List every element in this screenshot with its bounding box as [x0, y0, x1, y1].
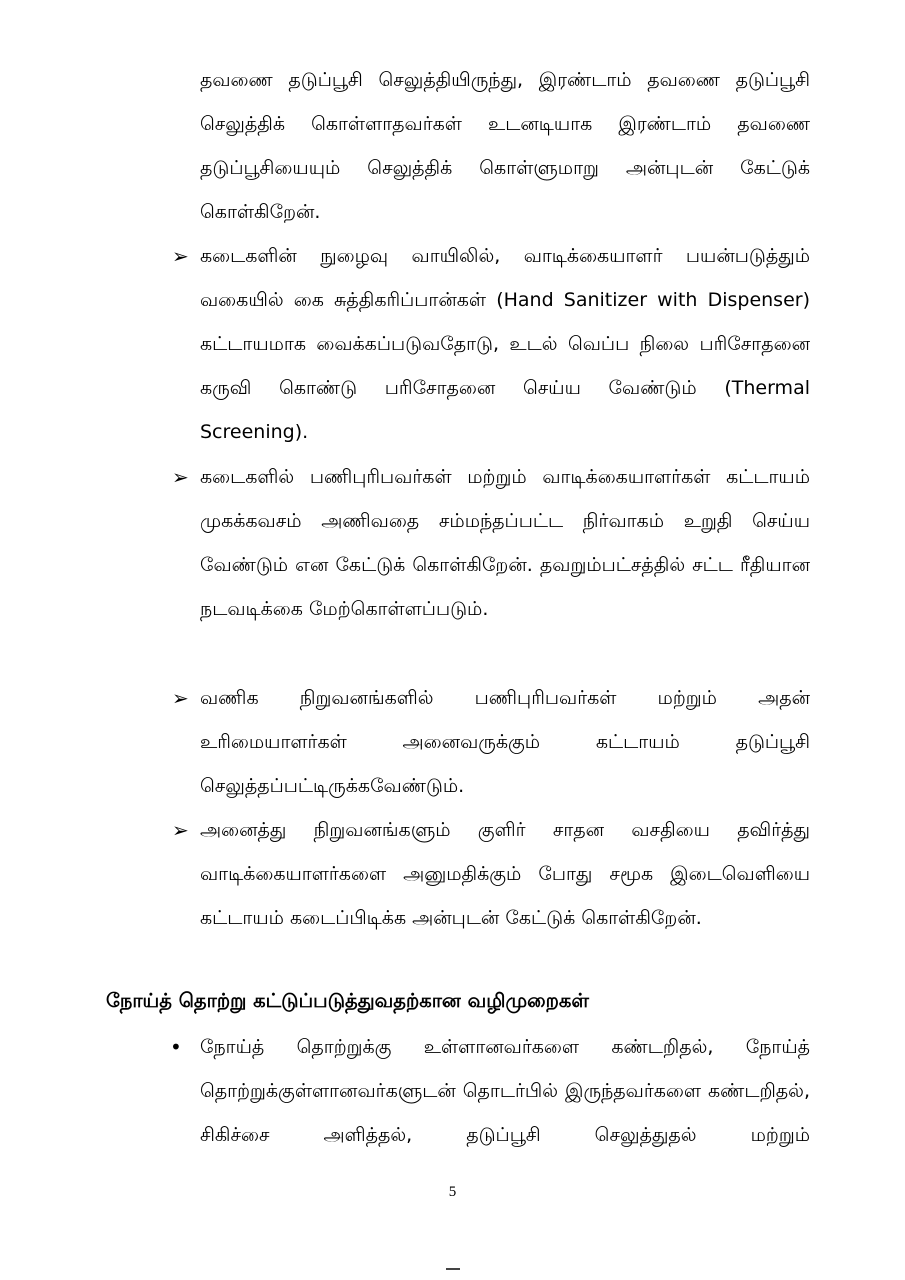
page-number: 5	[448, 1184, 457, 1200]
bullet-item-1: கடைகளின் நுழைவு வாயிலில், வாடிக்கையாளர் பயன்படுத்தும் வகையில் கை சுத்திகரிப்பான்கள் (Hand Sanitizer with Dispenser) கட்டாயமாக வைக்கப்படுவதோடு, உடல் வெப்ப நிலை பரிசோதனை கருவி கொண்டு பரிசோதனை செய்ய வேண்டும் (Thermal Screening).	[200, 245, 810, 443]
arrow-bullet-icon: ➢	[172, 244, 189, 268]
section-heading: நோய்த் தொற்று கட்டுப்படுத்துவதற்கான வழிமுறைகள்	[106, 989, 589, 1012]
continuation-paragraph: தவணை தடுப்பூசி செலுத்தியிருந்து, இரண்டாம் தவணை தடுப்பூசி செலுத்திக் கொள்ளாதவர்கள் உடனடியாக இரண்டாம் தவணை தடுப்பூசியையும் செலுத்திக் கொள்ளுமாறு அன்புடன் கேட்டுக் கொள்கிறேன்.	[200, 69, 810, 223]
dot-bullet-item: நோய்த் தொற்றுக்கு உள்ளானவர்களை கண்டறிதல், நோய்த் தொற்றுக்குள்ளானவர்களுடன் தொடர்பில் இருந்தவர்களை கண்டறிதல், சிகிச்சை அளித்தல், தடுப்பூசி செலுத்துதல் மற்றும்	[200, 1036, 810, 1146]
next-page-edge	[446, 1268, 460, 1270]
bullet-item-4: அனைத்து நிறுவனங்களும் குளிர் சாதன வசதியை தவிர்த்து வாடிக்கையாளர்களை அனுமதிக்கும் போது சமூக இடைவெளியை கட்டாயம் கடைப்பிடிக்க அன்புடன் கேட்டுக் கொள்கிறேன்.	[200, 819, 810, 929]
arrow-bullet-icon: ➢	[172, 465, 189, 489]
arrow-bullet-icon: ➢	[172, 686, 189, 710]
arrow-bullet-icon: ➢	[172, 818, 189, 842]
bullet-item-2: கடைகளில் பணிபுரிபவர்கள் மற்றும் வாடிக்கையாளர்கள் கட்டாயம் முகக்கவசம் அணிவதை சம்மந்தப்பட்ட நிர்வாகம் உறுதி செய்ய வேண்டும் என கேட்டுக் கொள்கிறேன். தவறும்பட்சத்தில் சட்ட ரீதியான நடவடிக்கை மேற்கொள்ளப்படும்.	[200, 466, 810, 620]
dot-bullet-icon: •	[170, 1035, 182, 1059]
bullet-item-3: வணிக நிறுவனங்களில் பணிபுரிபவர்கள் மற்றும் அதன் உரிமையாளர்கள் அனைவருக்கும் கட்டாயம் தடுப்பூசி செலுத்தப்பட்டிருக்கவேண்டும்.	[200, 687, 810, 797]
